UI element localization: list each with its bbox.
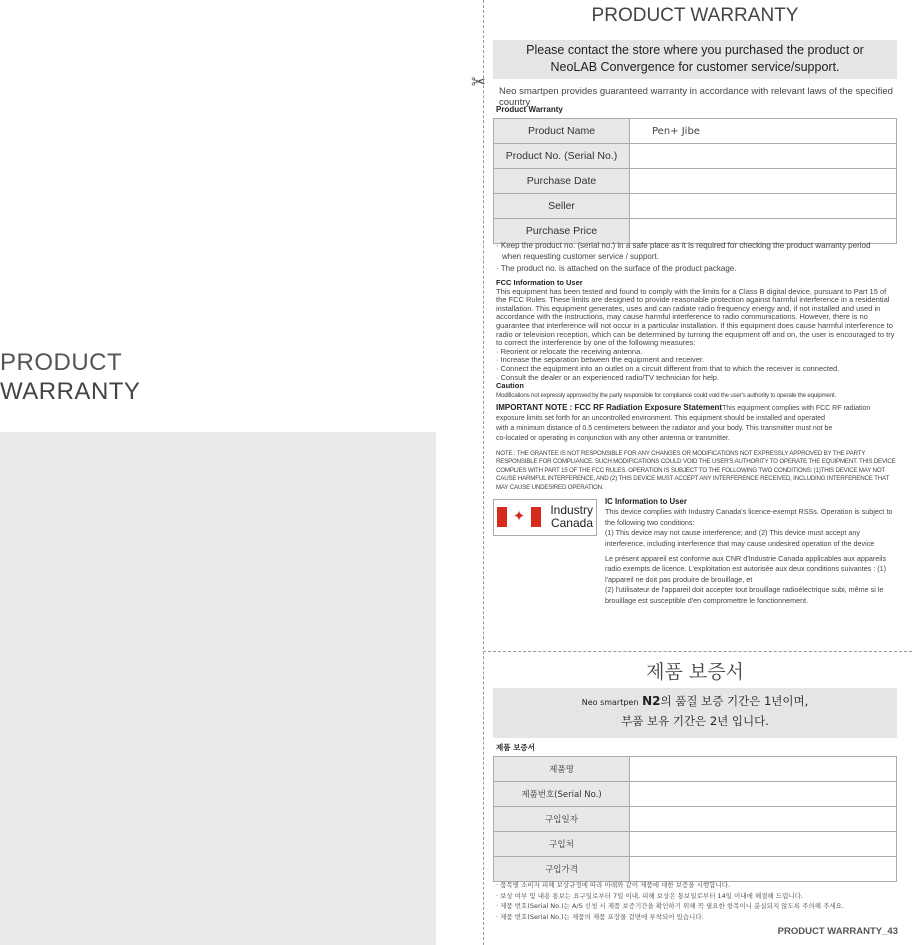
ko-banner-line1-rest: 의 품질 보증 기간은 1년이며, (660, 694, 809, 708)
ko-table-caption-text: 제품 보증서 (496, 743, 535, 752)
important-body1: This equipment complies with FCC RF radiation (722, 404, 871, 412)
row-label: Product Name (494, 119, 630, 144)
industry-canada-logo (493, 499, 597, 536)
ko-notes (496, 880, 906, 922)
seller-value[interactable] (630, 194, 897, 219)
caution-heading: Caution (496, 381, 524, 391)
left-title-line2: WARRANTY (0, 378, 141, 405)
fcc-measure: · Connect the equipment into an outlet on a circuit different from that to which the receiver is connected. (496, 363, 840, 373)
fcc-measure: · Consult the dealer or an experienced radio/TV technician for help. (496, 372, 720, 382)
ko-warranty-title: 제품 보증서 (646, 661, 744, 683)
en-warranty-title: PRODUCT WARRANTY (591, 5, 799, 26)
table-row (494, 194, 897, 219)
scissors-icon: ✂ (471, 72, 487, 92)
en-table-caption-text: Product Warranty (496, 105, 563, 114)
ko-note: · 제품 번호(Serial No.)는 A/S 신청 시 제품 보증기간을 확인하기 위해 꼭 필요한 항목이니 분실되지 않도록 주의해 주세요. (496, 902, 844, 910)
en-contact-banner (493, 40, 897, 79)
row-label: 구입일자 (494, 807, 630, 832)
purchase-price-value[interactable] (630, 219, 897, 244)
important-body3: with a minimum distance of 0.5 centimeters between the radiator and your body. This transmitter must not be (496, 424, 833, 432)
left-title-line1: PRODUCT (0, 349, 123, 376)
maple-leaf-icon: ✦ (512, 508, 526, 525)
table-row (494, 219, 897, 244)
caution-body: Modifications not expressly approved by the party responsible for compliance could void the user's authority to operate the equipment. (496, 391, 836, 399)
ko-banner-line1 (493, 692, 897, 712)
en-table-caption (496, 105, 900, 114)
serial-no-value[interactable] (630, 144, 897, 169)
ic-body2: (1) This device may not cause interference; and (2) This device must accept any interference, including interference that may cause undesired operation of the device (605, 528, 875, 548)
ko-product-name-value[interactable] (630, 757, 897, 782)
en-banner-line2: NeoLAB Convergence for customer service/support. (550, 60, 840, 74)
en-banner-line1: Please contact the store where you purchased the product or (526, 43, 864, 57)
ic-fr2: (2) l'utilisateur de l'appareil doit accepter tout brouillage radioélectrique subi, même si le brouillage est susceptible d'en compromettre le fonctionnement. (605, 585, 884, 605)
ko-table-caption (496, 742, 900, 753)
ko-banner-brand: Neo smartpen (581, 698, 639, 707)
industry-canada-wordmark: Industry Canada (550, 503, 593, 530)
en-note-serial (496, 241, 900, 262)
ko-seller-value[interactable] (630, 832, 897, 857)
important-heading: IMPORTANT NOTE : FCC RF Radiation Exposure Statement (496, 402, 723, 412)
en-intro-text: Neo smartpen provides guaranteed warranty in accordance with relevant laws of the specified country (499, 86, 893, 108)
purchase-date-value[interactable] (630, 169, 897, 194)
ko-warranty-banner (493, 688, 897, 738)
horizontal-cut-line (483, 651, 912, 652)
ic-heading: IC Information to User (605, 497, 687, 506)
page-footer: PRODUCT WARRANTY_43 (777, 926, 898, 937)
vertical-cut-line (483, 0, 484, 945)
table-row (494, 169, 897, 194)
ko-banner-line2: 부품 보유 기간은 2년 입니다. (621, 714, 769, 728)
row-label: 제품명 (494, 757, 630, 782)
ko-note: · 제품 번호(Serial No.)는 제품의 제품 포장물 겉면에 부착되어 있습니다. (496, 912, 704, 921)
ko-purchase-price-value[interactable] (630, 857, 897, 882)
en-note1-line2: when requesting customer service / support. (502, 251, 659, 261)
table-row (494, 807, 897, 832)
ko-banner-model: N2 (642, 694, 661, 708)
row-label: 구입가격 (494, 857, 630, 882)
ic-section (605, 497, 897, 606)
ko-warranty-table (493, 756, 897, 882)
ko-note: · 보상 여부 및 내용 통보는 요구일로부터 7일 이내, 피해 보상은 통보일로부터 14일 이내에 해결해 드립니다. (496, 891, 804, 900)
table-row (494, 782, 897, 807)
grey-panel (0, 432, 436, 945)
ic-fr1: Le présent appareil est conforme aux CNR d'Industrie Canada applicables aux appareils radio exempts de licence. L'exploitation est autorisée aux deux conditions suivantes : (1) l'appareil ne doit pas produire de brouillage, et (605, 554, 887, 584)
ko-purchase-date-value[interactable] (630, 807, 897, 832)
table-row (494, 832, 897, 857)
en-warranty-table (493, 118, 897, 244)
note-caps: NOTE : THE GRANTEE IS NOT RESPONSIBLE FOR ANY CHANGES OR MODIFICATIONS NOT EXPRESSLY APPROVED BY THE PARTY RESPONSIBLE FOR COMPLIANCE. SUCH MODIFICATIONS COULD VOID THE USER'S AUTHORITY TO OPERATE THE EQUIPMENT. THIS DEVICE COMPLIES WITH PART 15 OF THE FCC RULES. OPERATION IS SUBJECT TO THE FOLLOWING TWO CONDITIONS: (1)THIS DEVICE MAY NOT CAUSE HARMFUL INTERFERENCE, AND (2) THIS DEVICE MUST ACCEPT ANY INTERFERENCE RECEIVED, INCLUDING INTERFERENCE THAT MAY CAUSE UNDESIRED OPERATION. (496, 449, 896, 491)
table-row (494, 119, 897, 144)
row-label: 구입처 (494, 832, 630, 857)
fcc-body: This equipment has been tested and found to comply with the limits for a Class B digital device, pursuant to Part 15 of the FCC Rules. These limits are designed to provide reasonable protection against harmful interference in a residential installation. This equipment generates, uses and can radiate radio frequency energy and, if not installed and used in accordance with the instructions, may cause harmful interference to radio communications. However, there is no guarantee that interference will not occur in a particular installation. If this equipment does cause harmful interference to radio or television reception, which can be determined by turning the equipment off and on, the user is encouraged to try to correct the interference by one of the following measures: (496, 286, 895, 348)
left-page-title (0, 348, 140, 406)
fcc-heading: FCC Information to User (496, 278, 583, 287)
ko-note: · 품목별 소비자 피해 보상규정에 따라 아래와 같이 제품에 대한 보증을 시행합니다. (496, 881, 731, 889)
fcc-section (496, 279, 898, 492)
row-label: Purchase Date (494, 169, 630, 194)
ko-serial-no-value[interactable] (630, 782, 897, 807)
row-label: Product No. (Serial No.) (494, 144, 630, 169)
table-row (494, 144, 897, 169)
row-label: Seller (494, 194, 630, 219)
row-label: 제품번호(Serial No.) (494, 782, 630, 807)
important-body2: exposure limits set forth for an uncontrolled environment. This equipment should be installed and operated (496, 414, 826, 422)
row-label: Purchase Price (494, 219, 630, 244)
product-name-value[interactable]: Pen+ Jibe (630, 119, 897, 144)
en-note-attached: · The product no. is attached on the surface of the product package. (496, 264, 737, 273)
ic-body1: This device complies with Industry Canada's licence-exempt RSSs. Operation is subject to the following two conditions: (605, 507, 893, 527)
table-row (494, 857, 897, 882)
fcc-measure: · Reorient or relocate the receiving antenna. (496, 346, 643, 356)
important-body4: co-located or operating in conjunction with any other antenna or transmitter. (496, 434, 730, 442)
table-row (494, 757, 897, 782)
fcc-measure: · Increase the separation between the equipment and receiver. (496, 355, 705, 365)
en-note1-line1: · Keep the product no. (serial no.) in a safe place as it is required for checking the product warranty period (496, 241, 871, 250)
